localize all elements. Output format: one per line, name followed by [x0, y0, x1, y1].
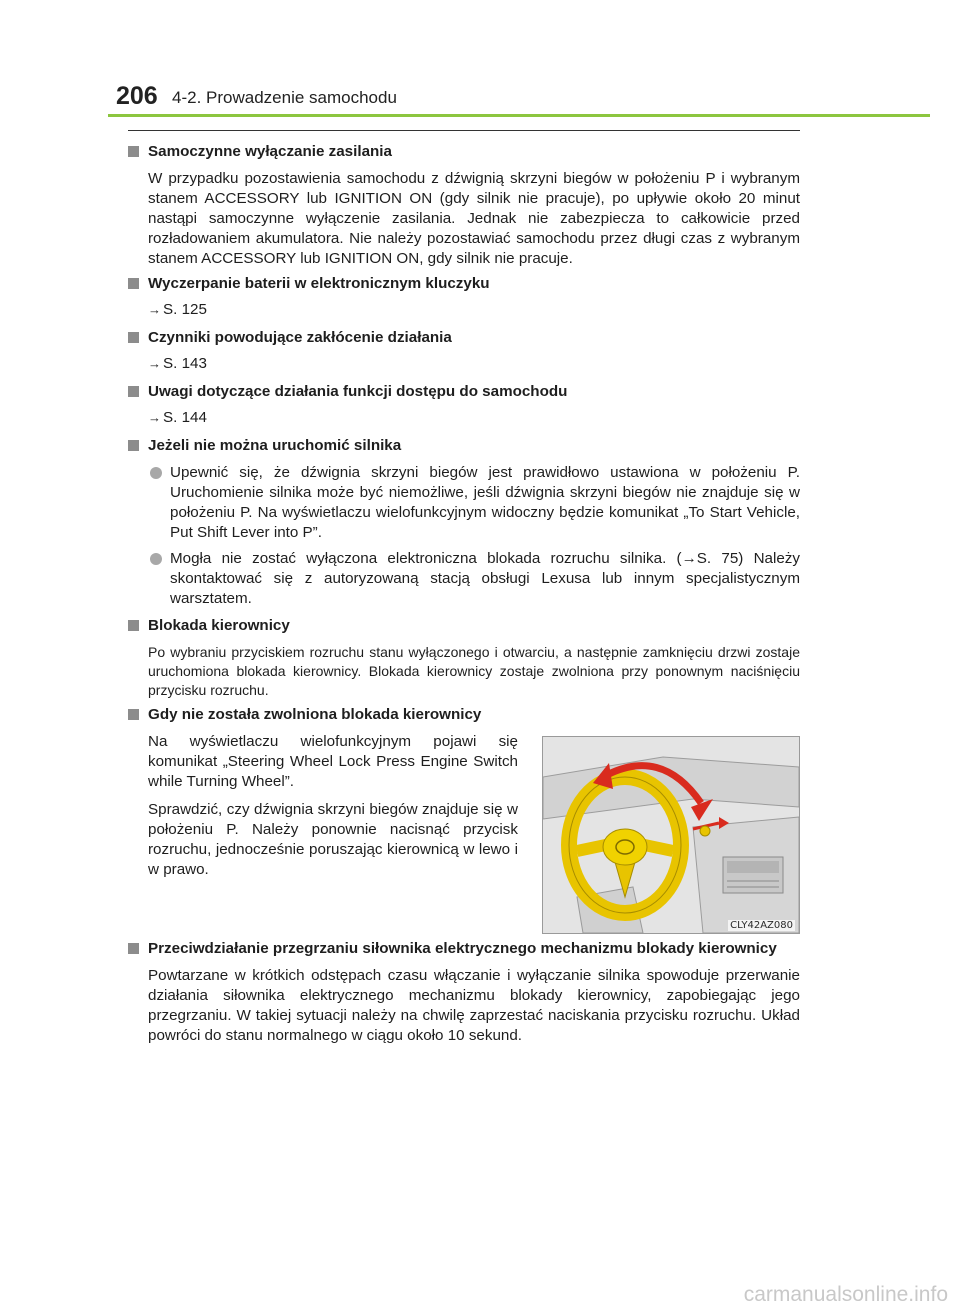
section-square-icon	[128, 943, 139, 954]
text-figure-row	[148, 732, 800, 934]
page-reference	[148, 299, 800, 321]
watermark: carmanualsonline.info	[743, 1283, 948, 1306]
bullet-item	[148, 549, 800, 609]
bullet-dot-icon	[150, 553, 162, 565]
section-title: Jeżeli nie można uruchomić silnika	[148, 437, 402, 454]
section-square-icon	[128, 332, 139, 343]
arrow-right-icon: →	[148, 302, 161, 317]
page-reference	[148, 407, 800, 429]
chapter-title: 4-2. Prowadzenie samochodu	[172, 88, 397, 107]
bullet-dot-icon	[150, 467, 162, 479]
section-auto-power-off	[128, 141, 800, 269]
bullet-item	[148, 463, 800, 543]
bullet-text: Mogła nie zostać wyłączona elektroniczna blokada rozruchu silnika. (→S. 75) Należy skontaktować się z autoryzowaną stacją obsługi Lexusa lub innym specjalistycznym warsztatem.	[170, 550, 800, 607]
figure-code: CLY42AZ080	[730, 920, 793, 931]
section-steering-lock-not-released	[128, 704, 800, 934]
section-square-icon	[128, 146, 139, 157]
section-square-icon	[128, 620, 139, 631]
section-square-icon	[128, 709, 139, 720]
section-square-icon	[128, 440, 139, 451]
arrow-right-icon: →	[148, 356, 161, 371]
bullet-text: Upewnić się, że dźwignia skrzyni biegów jest prawidłowo ustawiona w położeniu P. Uruchomienie silnika może być niemożliwe, jeśli dźwignia skrzyni biegów nie znajduje się w położeniu P. Na wyświetlaczu wielofunkcyjnym widoczny będzie komunikat „To Start Vehicle, Put Shift Lever into P”.	[170, 464, 800, 541]
section-title: Uwagi dotyczące działania funkcji dostępu do samochodu	[148, 383, 568, 400]
section-title: Blokada kierownicy	[148, 617, 290, 634]
content-top-rule	[128, 130, 800, 131]
section-body: Powtarzane w krótkich odstępach czasu włączanie i wyłączanie silnika spowoduje przerwanie działania siłownika elektrycznego mechanizmu blokady kierownicy, zapobiegając jego przegrzaniu. W takiej sytuacji należy na chwilę zaprzestać naciskania przycisku rozruchu. Układ powróci do stanu normalnego w ciągu około 10 sekund.	[148, 967, 800, 1044]
page-content	[128, 130, 800, 1050]
section-paragraph: Na wyświetlaczu wielofunkcyjnym pojawi się komunikat „Steering Wheel Lock Press Engine Switch while Turning Wheel”.	[148, 733, 518, 790]
section-body: Po wybraniu przyciskiem rozruchu stanu wyłączonego i otwarciu, a następnie zamknięciu drzwi zostaje uruchomiona blokada kierownicy. Blokada kierownicy zostaje zwolniona przy ponownym naciśnięciu przycisku rozruchu.	[148, 644, 800, 698]
section-overheat-prevention	[128, 938, 800, 1046]
page-reference	[148, 353, 800, 375]
steering-wheel-illustration	[542, 736, 800, 934]
page-reference-text: S. 143	[163, 355, 207, 372]
section-access-notes	[128, 381, 800, 429]
section-title: Gdy nie została zwolniona blokada kierownicy	[148, 706, 482, 723]
page-number: 206	[116, 82, 158, 110]
section-paragraph: Sprawdzić, czy dźwignia skrzyni biegów znajduje się w położeniu P. Należy ponownie nacisnąć przycisk rozruchu, jednocześnie poruszając kierownicą w lewo i w prawo.	[148, 801, 518, 878]
section-title: Wyczerpanie baterii w elektronicznym kluczyku	[148, 275, 490, 292]
section-key-battery	[128, 273, 800, 321]
section-text-column	[148, 732, 518, 934]
header-divider	[108, 114, 930, 117]
section-square-icon	[128, 386, 139, 397]
section-square-icon	[128, 278, 139, 289]
arrow-right-icon: →	[148, 410, 161, 425]
section-body: W przypadku pozostawienia samochodu z dźwignią skrzyni biegów w położeniu P i wybranym stanem ACCESSORY lub IGNITION ON (gdy silnik nie pracuje), po upływie około 20 minut nastąpi samoczynne wyłączenie zasilania. Jednak nie zabezpiecza to całkowicie przed rozładowaniem akumulatora. Nie należy pozostawiać samochodu przez długi czas z wybranym stanem ACCESSORY lub IGNITION ON, gdy silnik nie pracuje.	[148, 170, 800, 267]
section-title: Przeciwdziałanie przegrzaniu siłownika elektrycznego mechanizmu blokady kierownicy	[148, 940, 777, 957]
page-header	[0, 0, 960, 120]
section-interference	[128, 327, 800, 375]
steering-wheel-drawing	[543, 737, 799, 933]
page-reference-text: S. 125	[163, 301, 207, 318]
section-engine-not-start	[128, 435, 800, 609]
section-title: Samoczynne wyłączanie zasilania	[148, 143, 392, 160]
section-steering-lock	[128, 615, 800, 700]
page-reference-text: S. 144	[163, 409, 207, 426]
section-title: Czynniki powodujące zakłócenie działania	[148, 329, 452, 346]
